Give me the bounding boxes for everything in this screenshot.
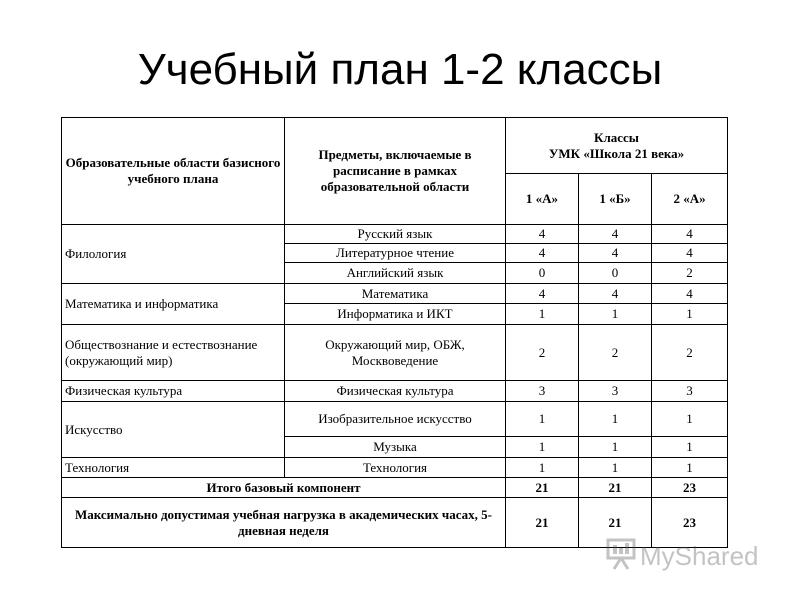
subject-cell: Русский язык (285, 225, 506, 244)
table-row (62, 402, 728, 437)
area-cell: Технология (62, 458, 285, 478)
hours-cell: 1 (506, 437, 579, 458)
header-classes-label: Классы (594, 129, 639, 145)
header-grade-2a: 2 «А» (652, 174, 728, 225)
max-load-value: 23 (652, 498, 728, 548)
hours-cell: 1 (579, 304, 652, 325)
header-area: Образовательные области базисного учебного плана (62, 118, 285, 225)
header-grade-1a: 1 «А» (506, 174, 579, 225)
hours-cell: 2 (652, 325, 728, 381)
watermark-text: MyShared (640, 540, 759, 571)
hours-cell: 1 (579, 437, 652, 458)
hours-cell: 1 (506, 402, 579, 437)
header-grade-1b: 1 «Б» (579, 174, 652, 225)
hours-cell: 3 (652, 381, 728, 402)
hours-cell: 1 (579, 402, 652, 437)
hours-cell: 2 (579, 325, 652, 381)
area-cell: Филология (62, 225, 285, 284)
area-cell: Обществознание и естествознание (окружающий мир) (62, 325, 285, 381)
hours-cell: 1 (506, 458, 579, 478)
hours-cell: 2 (652, 263, 728, 284)
table-row (62, 284, 728, 304)
table-row (62, 225, 728, 244)
curriculum-table (61, 117, 728, 548)
max-load-label: Максимально допустимая учебная нагрузка в академических часах, 5-дневная неделя (62, 498, 506, 548)
header-subjects: Предметы, включаемые в расписание в рамках образовательной области (285, 118, 506, 225)
hours-cell: 3 (579, 381, 652, 402)
subject-cell: Физическая культура (285, 381, 506, 402)
table-row (62, 458, 728, 478)
subject-cell: Музыка (285, 437, 506, 458)
hours-cell: 1 (652, 437, 728, 458)
subject-cell: Информатика и ИКТ (285, 304, 506, 325)
header-umk-label: УМК «Школа 21 века» (548, 145, 685, 161)
hours-cell: 2 (506, 325, 579, 381)
area-cell: Физическая культура (62, 381, 285, 402)
slide-title: Учебный план 1-2 классы (137, 45, 663, 94)
table-row (62, 381, 728, 402)
max-load-value: 21 (579, 498, 652, 548)
hours-cell: 3 (506, 381, 579, 402)
table-row (62, 325, 728, 381)
subject-cell: Математика (285, 284, 506, 304)
total-label: Итого базовый компонент (62, 478, 506, 498)
area-cell: Математика и информатика (62, 284, 285, 325)
subject-cell: Изобразительное искусство (285, 402, 506, 437)
hours-cell: 4 (579, 244, 652, 263)
hours-cell: 1 (652, 458, 728, 478)
area-cell: Искусство (62, 402, 285, 458)
hours-cell: 4 (652, 284, 728, 304)
hours-cell: 4 (506, 284, 579, 304)
hours-cell: 1 (652, 402, 728, 437)
hours-cell: 4 (579, 225, 652, 244)
subject-cell: Литературное чтение (285, 244, 506, 263)
hours-cell: 1 (579, 458, 652, 478)
subject-cell: Окружающий мир, ОБЖ, Москвоведение (285, 325, 506, 381)
presentation-board-icon (606, 538, 636, 575)
subject-cell: Английский язык (285, 263, 506, 284)
hours-cell: 4 (506, 244, 579, 263)
hours-cell: 0 (579, 263, 652, 284)
hours-cell: 0 (506, 263, 579, 284)
hours-cell: 4 (652, 244, 728, 263)
total-value: 21 (506, 478, 579, 498)
watermark (606, 538, 771, 574)
subject-cell: Технология (285, 458, 506, 478)
hours-cell: 4 (579, 284, 652, 304)
hours-cell: 4 (652, 225, 728, 244)
hours-cell: 4 (506, 225, 579, 244)
max-load-value: 21 (506, 498, 579, 548)
total-value: 21 (579, 478, 652, 498)
total-value: 23 (652, 478, 728, 498)
hours-cell: 1 (652, 304, 728, 325)
hours-cell: 1 (506, 304, 579, 325)
header-classes (506, 118, 728, 174)
total-row (62, 478, 728, 498)
